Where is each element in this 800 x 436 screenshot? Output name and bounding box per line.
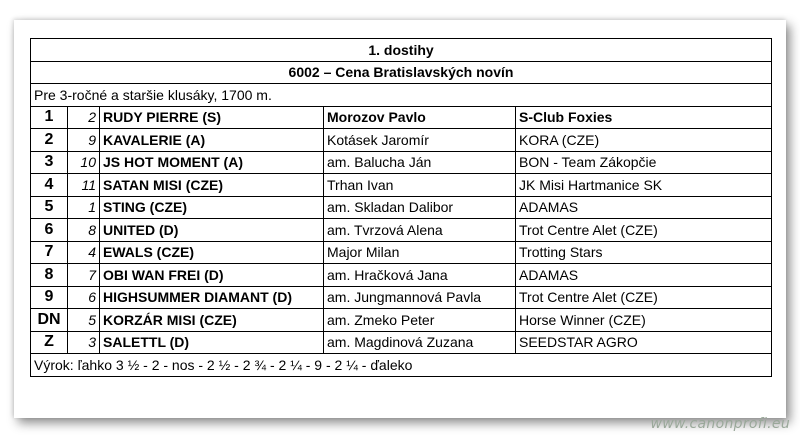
place-cell: 7 [31, 241, 68, 264]
start-number-cell: 1 [68, 196, 100, 219]
owner-cell: Trotting Stars [516, 241, 772, 264]
race-name: 6002 – Cena Bratislavských novín [31, 61, 772, 84]
horse-cell: KORZÁR MISI (CZE) [100, 309, 324, 332]
driver-cell: Morozov Pavlo [324, 106, 516, 129]
owner-cell: JK Misi Hartmanice SK [516, 174, 772, 197]
table-row [31, 286, 772, 309]
name-row [31, 61, 772, 84]
horse-cell: OBI WAN FREI (D) [100, 264, 324, 287]
watermark-text: www.canonprofi.eu [650, 416, 790, 432]
owner-cell: ADAMAS [516, 196, 772, 219]
table-row [31, 309, 772, 332]
race-conditions: Pre 3-ročné a staršie klusáky, 1700 m. [31, 84, 772, 107]
owner-cell: KORA (CZE) [516, 129, 772, 152]
start-number-cell: 4 [68, 241, 100, 264]
place-cell: 5 [31, 196, 68, 219]
owner-cell: S-Club Foxies [516, 106, 772, 129]
footer-row [31, 354, 772, 377]
place-cell: 8 [31, 264, 68, 287]
horse-cell: SATAN MISI (CZE) [100, 174, 324, 197]
table-row [31, 241, 772, 264]
table-row [31, 106, 772, 129]
driver-cell: am. Balucha Ján [324, 151, 516, 174]
table-row [31, 196, 772, 219]
owner-cell: ADAMAS [516, 264, 772, 287]
driver-cell: Kotásek Jaromír [324, 129, 516, 152]
driver-cell: Major Milan [324, 241, 516, 264]
owner-cell: Trot Centre Alet (CZE) [516, 219, 772, 242]
place-cell: 6 [31, 219, 68, 242]
conditions-row [31, 84, 772, 107]
place-cell: 9 [31, 286, 68, 309]
start-number-cell: 7 [68, 264, 100, 287]
horse-cell: RUDY PIERRE (S) [100, 106, 324, 129]
horse-cell: HIGHSUMMER DIAMANT (D) [100, 286, 324, 309]
table-row [31, 129, 772, 152]
results-sheet [14, 20, 786, 418]
place-cell: 4 [31, 174, 68, 197]
driver-cell: am. Tvrzová Alena [324, 219, 516, 242]
start-number-cell: 6 [68, 286, 100, 309]
driver-cell: Trhan Ivan [324, 174, 516, 197]
horse-cell: UNITED (D) [100, 219, 324, 242]
start-number-cell: 11 [68, 174, 100, 197]
start-number-cell: 3 [68, 331, 100, 354]
owner-cell: Horse Winner (CZE) [516, 309, 772, 332]
driver-cell: am. Zmeko Peter [324, 309, 516, 332]
place-cell: 1 [31, 106, 68, 129]
table-row [31, 219, 772, 242]
start-number-cell: 8 [68, 219, 100, 242]
horse-cell: STING (CZE) [100, 196, 324, 219]
horse-cell: KAVALERIE (A) [100, 129, 324, 152]
race-results-table [30, 38, 772, 377]
title-row [31, 39, 772, 62]
place-cell: Z [31, 331, 68, 354]
place-cell: DN [31, 309, 68, 332]
driver-cell: am. Hračková Jana [324, 264, 516, 287]
race-verdict: Výrok: ľahko 3 ½ - 2 - nos - 2 ½ - 2 ¾ - 2 ¼ - 9 - 2 ¼ - ďaleko [31, 354, 772, 377]
place-cell: 2 [31, 129, 68, 152]
table-row [31, 264, 772, 287]
start-number-cell: 10 [68, 151, 100, 174]
driver-cell: am. Magdinová Zuzana [324, 331, 516, 354]
start-number-cell: 2 [68, 106, 100, 129]
table-row [31, 174, 772, 197]
owner-cell: BON - Team Zákopčie [516, 151, 772, 174]
horse-cell: JS HOT MOMENT (A) [100, 151, 324, 174]
owner-cell: SEEDSTAR AGRO [516, 331, 772, 354]
driver-cell: am. Jungmannová Pavla [324, 286, 516, 309]
table-row [31, 331, 772, 354]
horse-cell: EWALS (CZE) [100, 241, 324, 264]
race-title: 1. dostihy [31, 39, 772, 62]
place-cell: 3 [31, 151, 68, 174]
driver-cell: am. Skladan Dalibor [324, 196, 516, 219]
start-number-cell: 9 [68, 129, 100, 152]
table-row [31, 151, 772, 174]
start-number-cell: 5 [68, 309, 100, 332]
owner-cell: Trot Centre Alet (CZE) [516, 286, 772, 309]
horse-cell: SALETTL (D) [100, 331, 324, 354]
